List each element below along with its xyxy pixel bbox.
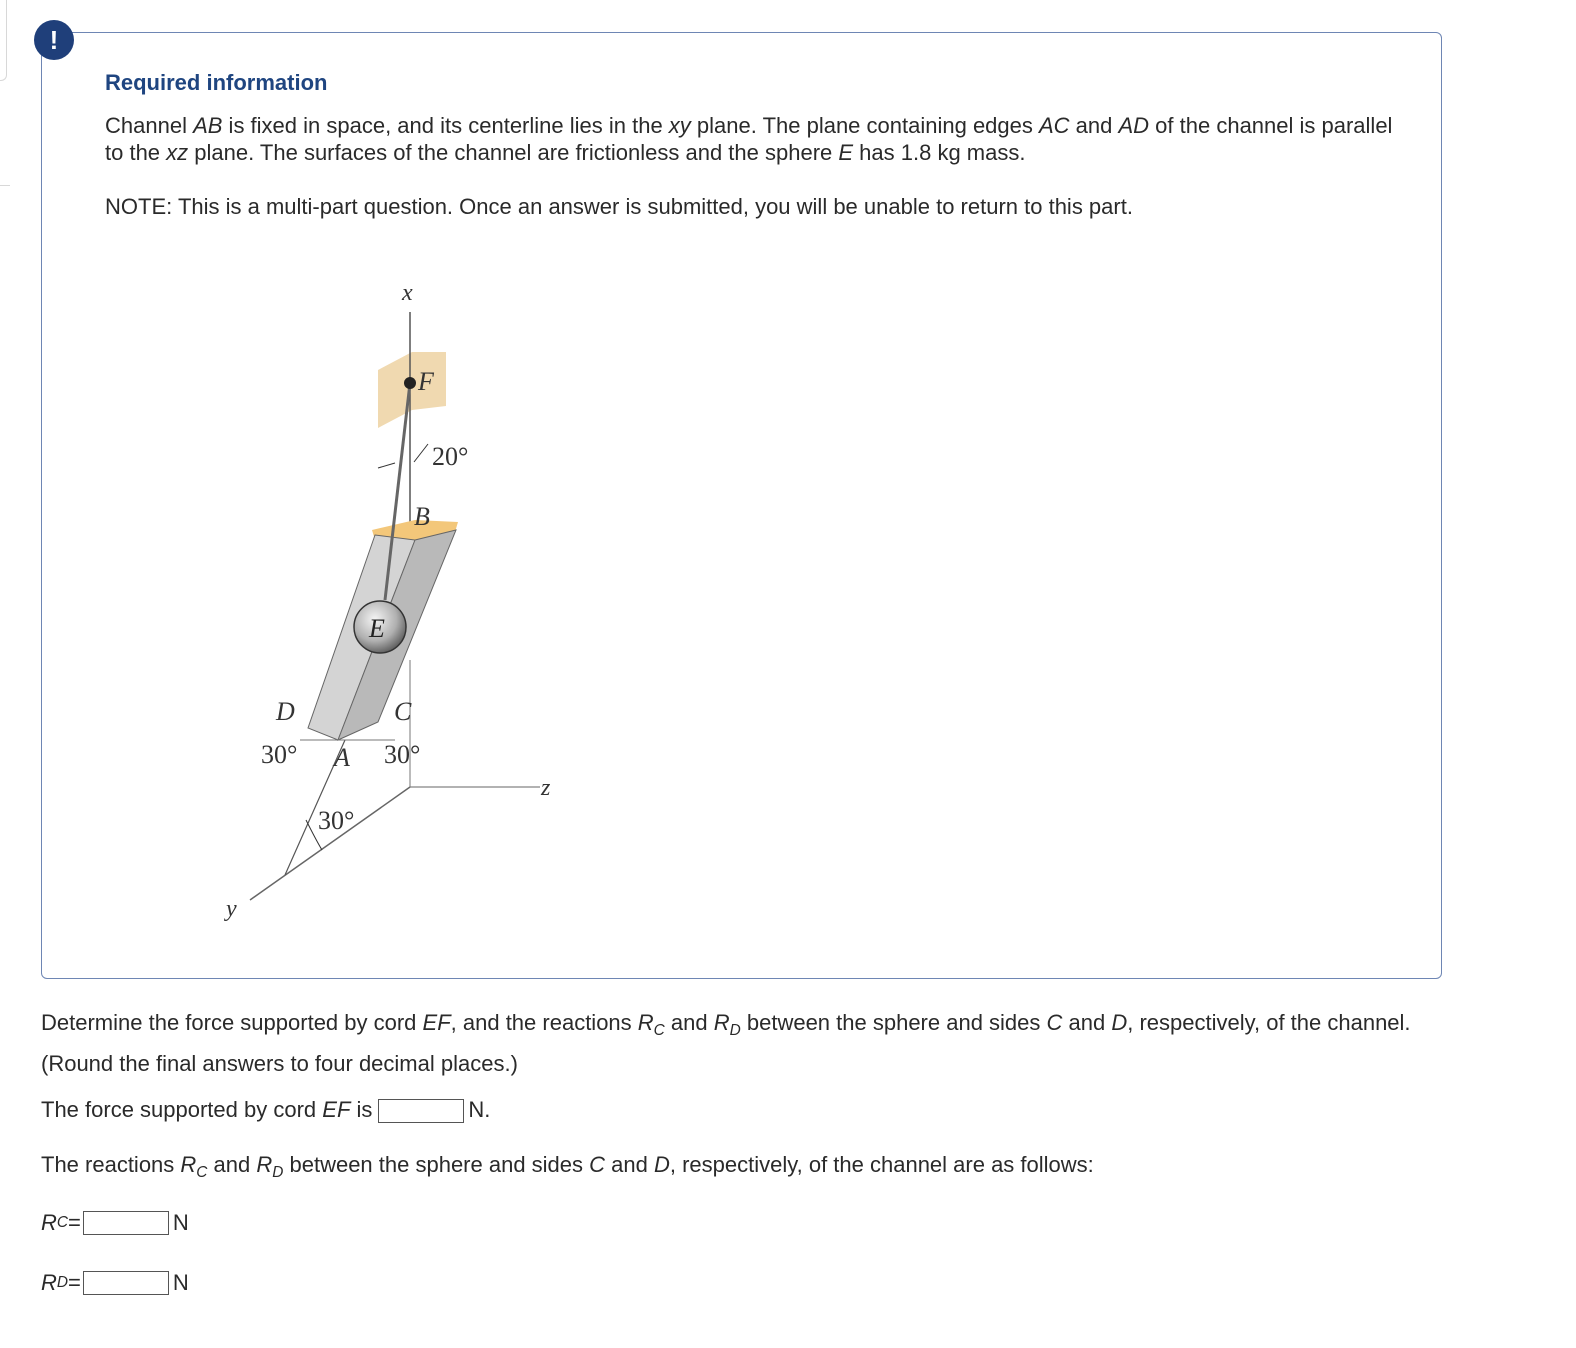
rd-input[interactable] xyxy=(83,1271,169,1295)
required-info-title: Required information xyxy=(105,70,328,95)
channel-figure xyxy=(226,270,580,930)
wall-plate xyxy=(378,352,446,428)
label-a: A xyxy=(334,743,350,772)
label-d: D xyxy=(276,697,295,726)
label-angle-right: 30° xyxy=(384,740,421,769)
label-e: E xyxy=(369,614,385,643)
x-axis-label: x xyxy=(402,280,413,306)
label-angle-left: 30° xyxy=(261,740,298,769)
reactions-prompt: The reactions $R_C$ and $R_D$ between the sphere and sides C and D, respectively, of the channel are as follows: xyxy=(41,1152,1094,1181)
label-c: C xyxy=(394,697,412,726)
label-b: B xyxy=(414,502,430,531)
z-axis-label: z xyxy=(541,775,551,801)
angle-arrow-right xyxy=(414,444,428,462)
angle-arrow-left xyxy=(378,463,395,468)
rd-unit: N xyxy=(172,1270,189,1295)
label-f: F xyxy=(418,367,434,396)
side-panel-divider xyxy=(0,185,10,186)
rc-answer-row: R C = N xyxy=(41,1210,189,1235)
label-cord-angle: 20° xyxy=(432,442,469,471)
point-f xyxy=(404,377,416,389)
y-axis-label: y xyxy=(226,896,237,922)
alert-icon: ! xyxy=(34,20,74,60)
cord-ef-force-input[interactable] xyxy=(378,1099,464,1123)
unit-label: N. xyxy=(468,1097,491,1122)
rc-unit: N xyxy=(172,1210,189,1235)
rd-answer-row: R D = N xyxy=(41,1270,189,1295)
y-axis-line xyxy=(250,787,410,900)
problem-statement: Channel AB is fixed in space, and its centerline lies in the xy plane. The plane containing edges AC and AD of the channel is parallel to the xz plane. The surfaces of the channel are frictionless and the sphere E has 1.8 kg mass. xyxy=(105,113,1393,165)
multi-part-note: NOTE: This is a multi-part question. Once an answer is submitted, you will be unable to return to this part. xyxy=(105,194,1133,219)
cord-force-prompt: The force supported by cord EF is N. xyxy=(41,1097,491,1122)
question-text: Determine the force supported by cord EF, and the reactions $R_C$ and $R_D$ between the sphere and sides C and D, respectively, of the channel. (Round the final answers to four decimal places.) xyxy=(41,1010,1411,1076)
rc-input[interactable] xyxy=(83,1211,169,1235)
side-panel-edge xyxy=(0,0,7,81)
label-angle-bottom: 30° xyxy=(318,806,355,835)
